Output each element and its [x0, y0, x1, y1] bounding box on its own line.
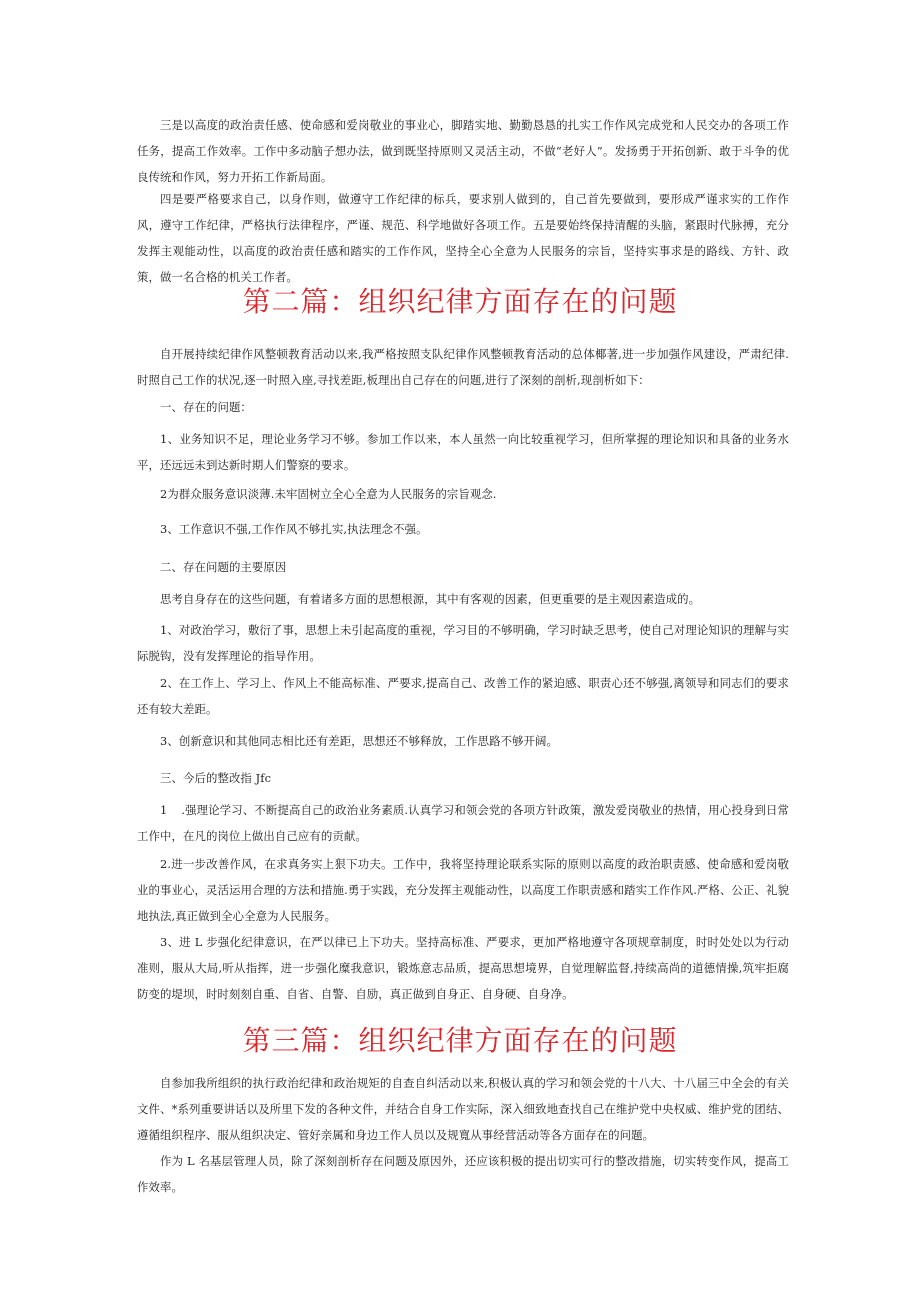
- section2-title: 第二篇：组织纪律方面存在的问题: [242, 285, 678, 318]
- list-item: 3、进 L 步强化纪律意识，在严以律已上下功夫。坚持高标准、严要求，更加严格地遵守各项规章制度，时时处处以为行动准则，服从大局,听从指挥，进一步强化糜我意识，锻炼意志品质，提高思想境界，自觉理解监督,持续高尚的道德情操,筑牢拒腐防变的堤坝，时时刻刻自重、自省、自警、自励，真正做到自身正、自身硬、自身净。: [137, 935, 789, 1001]
- body-text: 自开展持续纪律作风整顿教育活动以来,我严格按照支队纪律作风整顿教育活动的总体椰著,进一步加强作风建设，严肃纪律.时照自己工作的状况,逐一时照入座,寻找差距,板理出自己存在的问题,进行了深刻的剖析,现剖析如下：: [137, 347, 789, 387]
- section3-paragraph-2: [137, 1148, 789, 1200]
- body-text: 自参加我所组织的执行政治纪律和政治规矩的自查自纠活动以来,积极认真的学习和领会党的十八大、十八届三中全会的有关文件、*系列重要讲话以及所里下发的各种文件，并结合自身工作实际，深入细致地查找自己在维护党中央权威、维护党的团结、遵循组织程序、服从组织决定、管好亲属和身边工作人员以及规寬从事经营活动等各方面存在的问题。: [137, 1076, 789, 1142]
- section2-cause-intro: [137, 586, 789, 612]
- section2-item-1: [137, 426, 789, 478]
- sub-heading: 一、存在的问题：: [160, 400, 252, 414]
- list-item-text: .强理论学习、不断提高自己的政治业务素质.认真学习和领会党的各项方针政策，激发爱岗敬业的热情，用心投身到日常工作中，在凡的岗位上做出自己应有的贡献。: [137, 803, 789, 843]
- list-item: 2、在工作上、学习上、作风上不能高标准、严要求,提高自己、改善工作的紧迫感、职责心还不够强,离领导和同志们的要求还有较大差距。: [137, 676, 789, 716]
- body-text: 三是以高度的政治责任感、使命感和爱岗敬业的事业心，脚踏实地、勤勤恳恳的扎实工作作风完成党和人民交办的各项工作任务，提高工作效率。工作中多动脑子想办法，做到既坚持原则又灵活主动，不做“老好人”。发扬勇于开拓创新、敢于斗争的优良传统和作风，努力开拓工作新局面。: [137, 118, 789, 184]
- body-text: 四是要严格要求自己，以身作则，做遵守工作纪律的标兵，要求别人做到的，自己首先要做到，要形成严谨求实的工作作风，遵守工作纪律，严格执行法律程序，严谨、规范、科学地做好各项工作。五是要始终保持清醒的头脑，紧跟时代脉搏，充分发挥主观能动性，以高度的政治责任感和踏实的工作作风，坚持全心全意为人民服务的宗旨，坚持实事求是的路线、方针、政策，做一名合格的机关工作者。: [137, 192, 789, 284]
- section2-heading-3: [137, 765, 789, 791]
- list-item: 1、业务知识不足，理论业务学习不够。参加工作以来，本人虽然一向比较重视学习，但所掌握的理论知识和具备的业务水平，还远远未到达新时期人们警察的要求。: [137, 432, 789, 472]
- section2-cause-2: [137, 670, 789, 722]
- section3-title: 第三篇：组织纪律方面存在的问题: [242, 1024, 678, 1057]
- section2-cause-1: [137, 617, 789, 669]
- list-item: 2为群众服务意识淡薄.未牢固树立全心全意为人民服务的宗旨观念.: [160, 487, 497, 501]
- section2-heading-1: [137, 394, 789, 420]
- section2-cause-3: [137, 728, 789, 754]
- list-number: 1: [160, 803, 168, 817]
- list-item: 1、对政治学习，敷衍了事，思想上未引起高度的重视，学习目的不够明确，学习时缺乏思考，使自己对理论知识的理解与实际脱钩，没有发挥理论的指导作用。: [137, 623, 789, 663]
- list-item: 3、工作意识不强,工作作风不够扎实,执法理念不强。: [160, 522, 428, 536]
- section2-intro: [137, 341, 789, 393]
- list-item: [137, 797, 789, 849]
- section2-item-2: [137, 481, 789, 507]
- sub-heading: 二、存在问题的主要原因: [160, 560, 287, 574]
- list-item: 3、创新意识和其他同志相比还有差距，思想还不够释放，工作思路不够开阔。: [160, 734, 559, 748]
- body-text: 思考自身存在的这些问题，有着诸多方面的思想根源，其中有客观的因素，但更重要的是主观因素造成的。: [160, 592, 701, 606]
- section2-fix-1: [137, 797, 789, 849]
- section2-fix-2: [137, 851, 789, 929]
- section2-item-3: [137, 516, 789, 542]
- list-item: 2.进一步改善作风，在求真务实上狠下功夫。工作中，我将坚持理论联系实际的原则以高度的政治职责感、使命感和爱岗敬业的事业心，灵活运用合理的方法和措施.勇于实践，充分发挥主观能动性，以高度工作职责感和踏实工作作风.严格、公正、礼貌地执法,真正做到全心全意为人民服务。: [137, 857, 789, 923]
- section1-paragraph-2: [137, 186, 789, 290]
- body-text: 作为 L 名基层管理人员，除了深刻剖析存在问题及原因外，还应该积极的提出切实可行的整改措施，切实转变作风，提高工作效率。: [137, 1154, 789, 1194]
- section2-fix-3: [137, 929, 789, 1007]
- section3-paragraph-1: [137, 1070, 789, 1148]
- section2-heading-2: [137, 554, 789, 580]
- sub-heading: 三、今后的整改指 Jfc: [160, 771, 272, 785]
- section1-paragraph-1: [137, 112, 789, 190]
